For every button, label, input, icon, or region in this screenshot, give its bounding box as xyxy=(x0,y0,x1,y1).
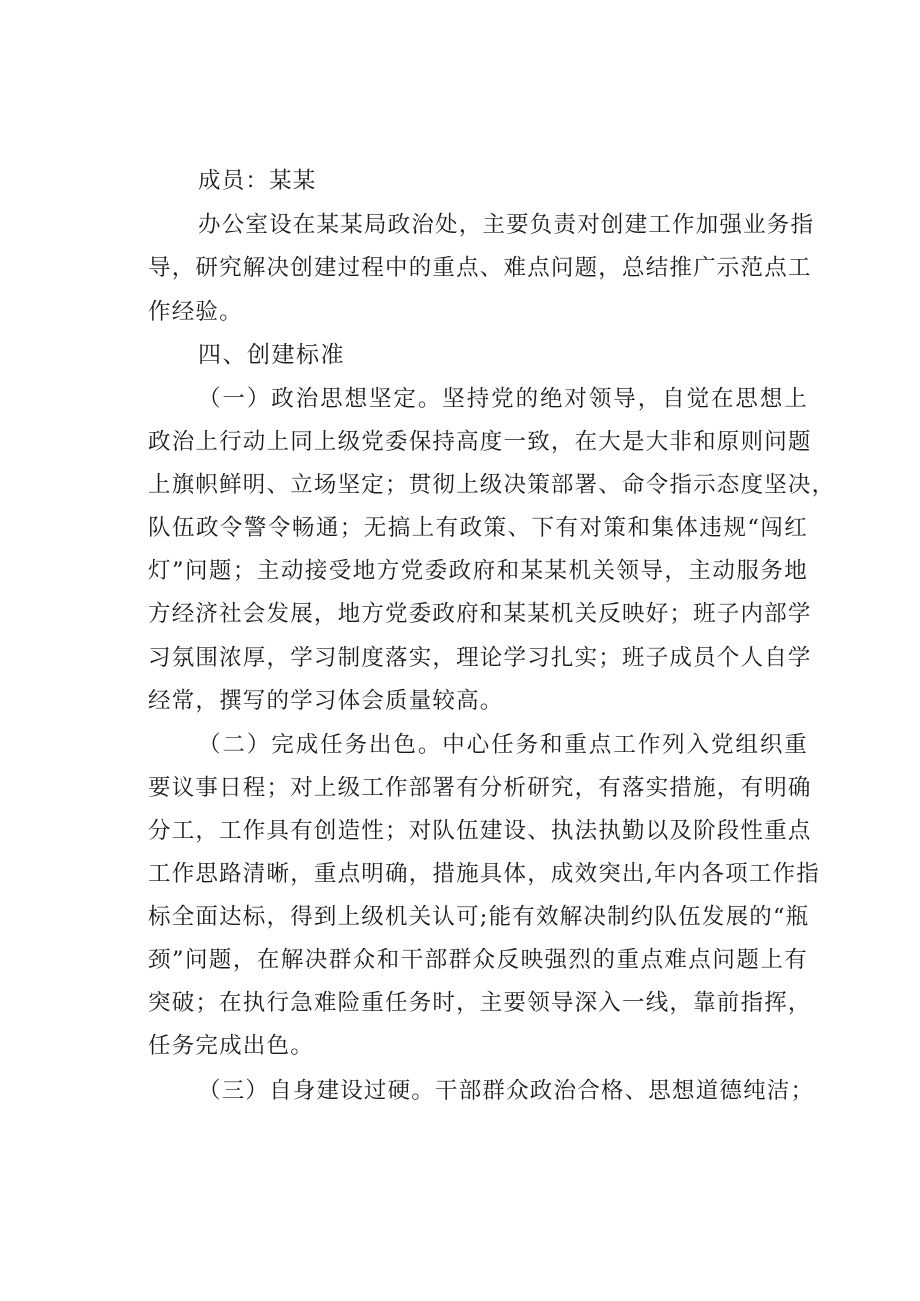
item2-line-7: 突破；在执行急难险重任务时，主要领导深入一线，靠前指挥， xyxy=(148,990,812,1016)
item2-line-2: 要议事日程；对上级工作部署有分析研究，有落实措施，有明确 xyxy=(148,775,812,801)
members-line: 成员：某某 xyxy=(198,168,317,194)
office-line-3: 作经验。 xyxy=(148,299,243,325)
item2-line-3: 分工，工作具有创造性；对队伍建设、执法执勤以及阶段性重点 xyxy=(148,818,812,844)
item1-line-6: 方经济社会发展，地方党委政府和某某机关反映好；班子内部学 xyxy=(148,601,812,627)
section-heading: 四、创建标准 xyxy=(198,342,345,368)
item2-line-6: 颈”问题，在解决群众和干部群众反映强烈的重点难点问题上有 xyxy=(148,947,808,973)
item1-line-5: 灯”问题；主动接受地方党委政府和某某机关领导，主动服务地 xyxy=(148,558,808,584)
office-line-2: 导，研究解决创建过程中的重点、难点问题，总结推广示范点工 xyxy=(148,255,812,281)
item1-line-7: 习氛围浓厚，学习制度落实，理论学习扎实；班子成员个人自学 xyxy=(148,645,812,671)
item2-line-8: 任务完成出色。 xyxy=(148,1033,314,1059)
item3-line-1: （三）自身建设过硬。干部群众政治合格、思想道德纯洁； xyxy=(198,1078,815,1104)
item1-line-2: 政治上行动上同上级党委保持高度一致，在大是大非和原则问题 xyxy=(148,429,812,455)
item1-line-8: 经常，撰写的学习体会质量较高。 xyxy=(148,688,504,714)
item2-line-1: （二）完成任务出色。中心任务和重点工作列入党组织重 xyxy=(198,732,808,758)
item1-line-3: 上旗帜鲜明、立场坚定；贯彻上级决策部署、命令指示态度坚决， xyxy=(148,472,836,498)
item2-line-5: 标全面达标，得到上级机关认可;能有效解决制约队伍发展的“瓶 xyxy=(148,904,810,930)
item2-line-4: 工作思路清晰，重点明确，措施具体，成效突出,年内各项工作指 xyxy=(148,861,820,887)
item1-line-4: 队伍政令警令畅通；无搞上有政策、下有对策和集体违规“闯红 xyxy=(148,515,808,541)
item1-line-1: （一）政治思想坚定。坚持党的绝对领导，自觉在思想上 xyxy=(198,386,808,412)
office-line-1: 办公室设在某某局政治处，主要负责对创建工作加强业务指 xyxy=(198,212,815,238)
